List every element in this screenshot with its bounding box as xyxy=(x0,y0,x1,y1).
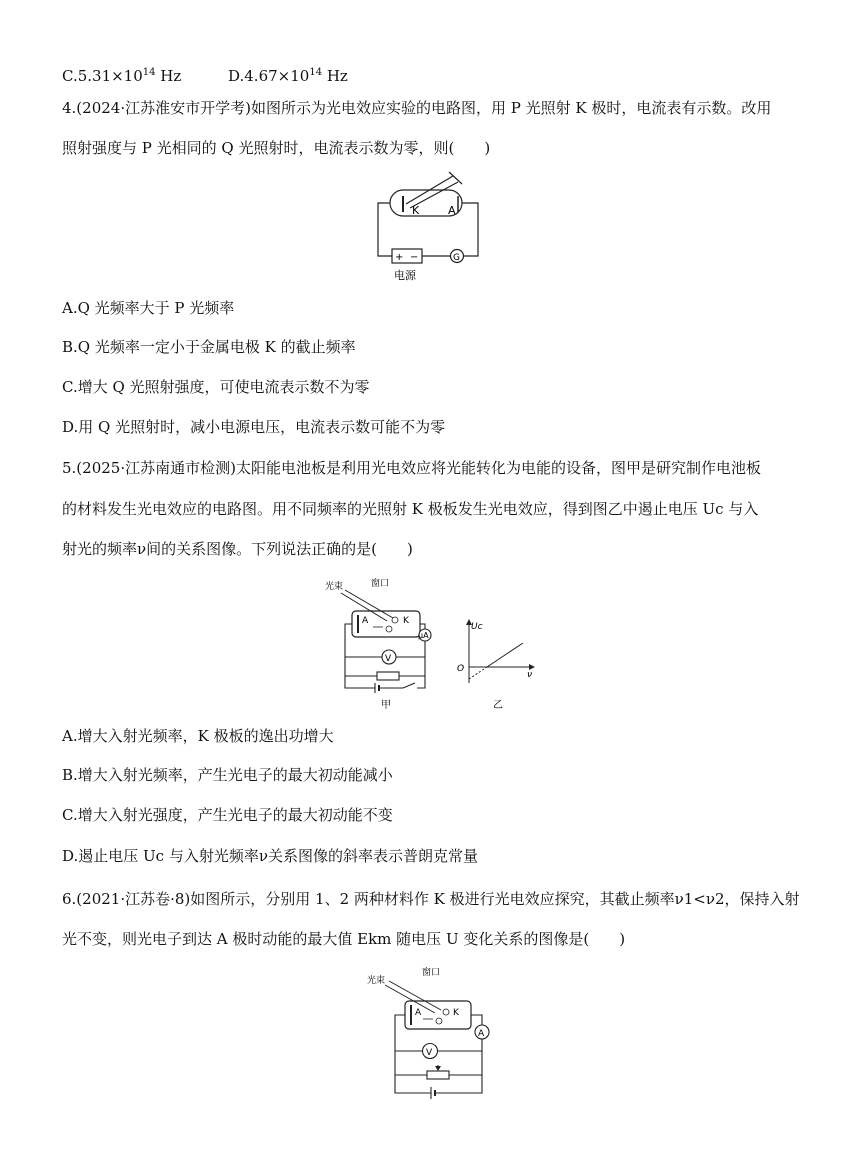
label-g: G xyxy=(453,253,460,263)
label-beam: 光束 xyxy=(367,976,386,986)
q5-option-a: A.增大入射光频率，K 极板的逸出功增大 xyxy=(62,727,334,745)
label-k: K xyxy=(403,616,409,626)
label-a: A xyxy=(415,1008,422,1018)
label-v: V xyxy=(426,1048,433,1058)
label-window: 窗口 xyxy=(422,968,441,978)
q4-option-a: A.Q 光频率大于 P 光频率 xyxy=(62,299,235,317)
q6-circuit-figure xyxy=(367,965,497,1105)
label-a: A xyxy=(448,204,456,217)
x-axis-label: ν xyxy=(527,670,533,680)
rheostat xyxy=(427,1071,449,1079)
q5-option-d: D.遏止电压 Uc 与入射光频率ν关系图像的斜率表示普朗克常量 xyxy=(62,847,478,865)
label-v: V xyxy=(385,654,392,664)
q4-option-c: C.增大 Q 光照射强度，可使电流表示数不为零 xyxy=(62,378,370,396)
caption-jia: 甲 xyxy=(381,700,391,710)
q3-option-c: $C.5.31\times 10^{14}$ Hz xyxy=(62,67,182,85)
q6-stem-line-1: 6.(2021·江苏卷·8)如图所示，分别用 1、2 两种材料作 K 极进行光电效应探究，其截止频率ν1<ν2，保持入射 xyxy=(62,890,800,908)
y-axis-label: Uc xyxy=(471,622,483,632)
origin-label: O xyxy=(457,664,465,674)
label-k: K xyxy=(453,1008,459,1018)
q5-option-c: C.增大入射光强度，产生光电子的最大初动能不变 xyxy=(62,806,393,824)
q4-option-d: D.用 Q 光照射时，减小电源电压，电流表示数可能不为零 xyxy=(62,418,446,436)
label-k: K xyxy=(412,204,420,217)
label-beam: 光束 xyxy=(325,582,344,592)
q3-option-d: $D.4.67\times 10^{14}$ Hz xyxy=(228,67,348,85)
q5-option-b: B.增大入射光频率，产生光电子的最大初动能减小 xyxy=(62,766,393,784)
q4-circuit-figure xyxy=(370,170,490,285)
uc-line xyxy=(487,643,523,667)
label-plus: + xyxy=(395,252,404,263)
label-a: A xyxy=(362,616,369,626)
q5-stem-line-1: 5.(2025·江苏南通市检测)太阳能电池板是利用光电效应将光能转化为电能的设备，图甲是研究制作电池板 xyxy=(62,459,761,477)
q5-stem-line-3: 射光的频率ν间的关系图像。下列说法正确的是( ) xyxy=(62,540,413,558)
q4-stem-line-1: 4.(2024·江苏淮安市开学考)如图所示为光电效应实验的电路图，用 P 光照射 K 极时，电流表有示数。改用 xyxy=(62,99,772,117)
label-minus: − xyxy=(410,252,419,263)
q4-stem-line-2: 照射强度与 P 光相同的 Q 光照射时，电流表示数为零，则( ) xyxy=(62,139,491,157)
rheostat xyxy=(377,672,399,680)
label-window: 窗口 xyxy=(371,579,390,589)
q6-stem-line-2: 光不变，则光电子到达 A 极时动能的最大值 Ekm 随电压 U 变化关系的图像是( ) xyxy=(62,930,626,948)
uc-line-extension xyxy=(469,667,487,679)
label-ua: μA xyxy=(418,631,429,640)
caption-power: 电源 xyxy=(394,269,416,282)
q5-stem-line-2: 的材料发生光电效应的电路图。用不同频率的光照射 K 极板发生光电效应，得到图乙中遏止电压 Uc 与入 xyxy=(62,500,759,518)
label-ammeter: A xyxy=(478,1029,485,1039)
q4-option-b: B.Q 光频率一定小于金属电极 K 的截止频率 xyxy=(62,338,356,356)
q5-graph-yi xyxy=(455,615,540,710)
q5-circuit-figure-jia xyxy=(325,575,450,710)
caption-yi: 乙 xyxy=(493,700,503,710)
